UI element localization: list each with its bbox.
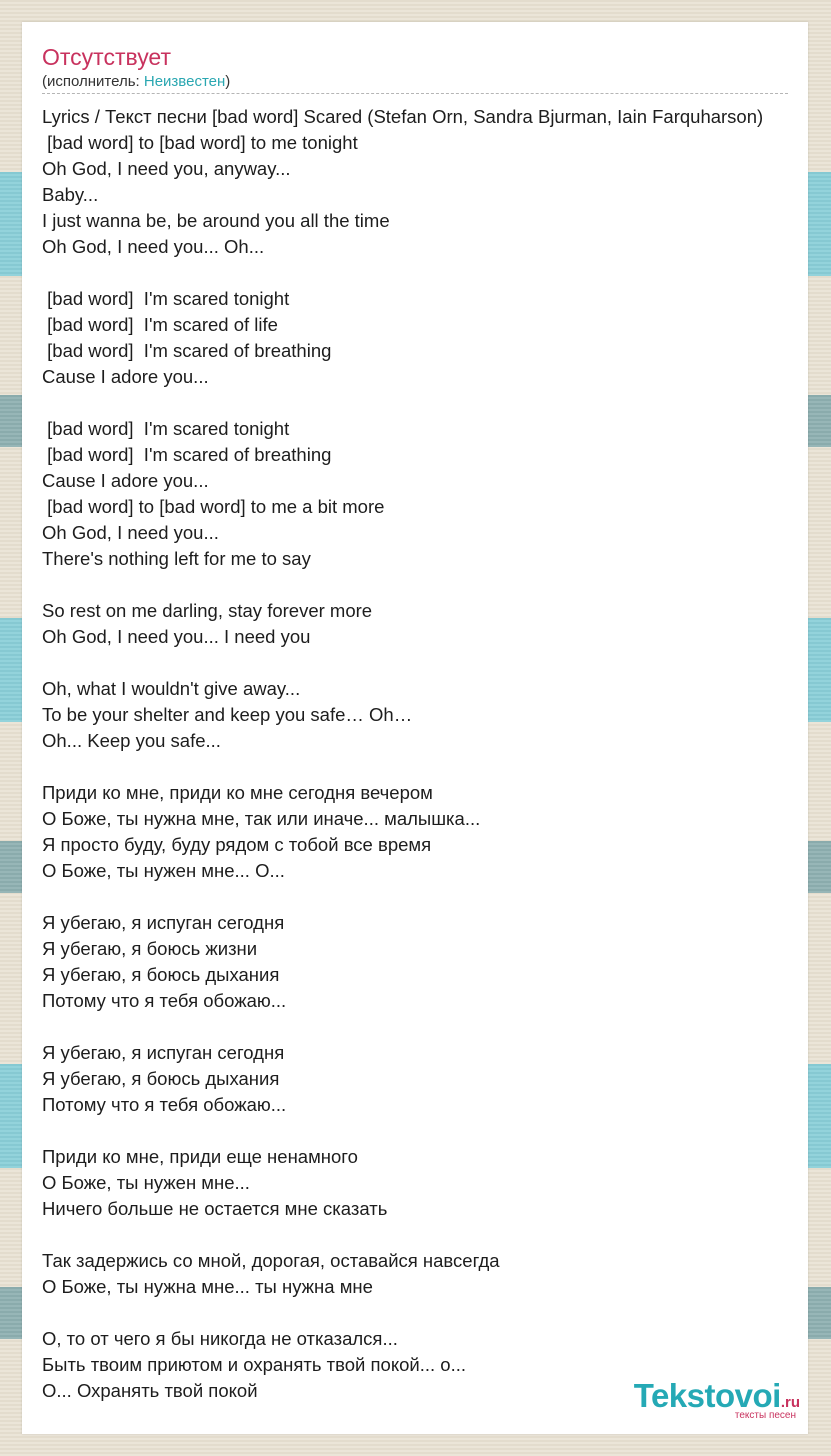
- lyric-line: Oh God, I need you... I need you: [42, 626, 311, 647]
- lyric-line: [bad word] I'm scared tonight: [42, 418, 290, 439]
- lyric-line: [42, 1118, 808, 1144]
- lyrics-card: [22, 22, 808, 1434]
- lyric-line: There's nothing left for me to say: [42, 548, 311, 569]
- lyric-line: [42, 1300, 808, 1326]
- lyric-line: Ничего больше не остается мне сказать: [42, 1198, 388, 1219]
- lyric-line: [bad word] to [bad word] to me a bit more: [42, 496, 385, 517]
- lyric-line: [bad word] I'm scared of breathing: [42, 340, 332, 361]
- lyric-line: Cause I adore you...: [42, 366, 209, 387]
- lyric-line: [42, 1014, 808, 1040]
- lyric-line: Потому что я тебя обожаю...: [42, 1094, 287, 1115]
- lyric-line: Oh God, I need you... Oh...: [42, 236, 265, 257]
- lyric-line: [bad word] I'm scared of breathing: [42, 444, 332, 465]
- lyric-line: So rest on me darling, stay forever more: [42, 600, 373, 621]
- lyric-line: [42, 884, 808, 910]
- lyric-line: Быть твоим приютом и охранять твой покой... о...: [42, 1354, 467, 1375]
- site-logo[interactable]: [634, 1379, 800, 1420]
- lyric-line: Я просто буду, буду рядом с тобой все время: [42, 834, 432, 855]
- lyric-line: Я убегаю, я боюсь дыхания: [42, 1068, 280, 1089]
- lyric-line: To be your shelter and keep you safe… Oh…: [42, 704, 413, 725]
- lyric-line: О... Охранять твой покой: [42, 1380, 258, 1401]
- lyric-line: Я убегаю, я испуган сегодня: [42, 912, 285, 933]
- lyric-line: Приди ко мне, приди еще ненамного: [42, 1146, 358, 1167]
- lyric-line: [42, 572, 808, 598]
- lyric-line: Я убегаю, я боюсь дыхания: [42, 964, 280, 985]
- lyric-line: [42, 754, 808, 780]
- lyric-line: [42, 390, 808, 416]
- song-title: Отсутствует: [42, 44, 171, 70]
- lyric-line: Oh, what I wouldn't give away...: [42, 678, 301, 699]
- artist-line: [42, 73, 230, 90]
- title-divider: [42, 93, 788, 94]
- lyric-line: О, то от чего я бы никогда не отказался...: [42, 1328, 398, 1349]
- lyric-line: Cause I adore you...: [42, 470, 209, 491]
- logo-tld: .ru: [780, 1394, 800, 1411]
- lyric-line: [bad word] I'm scared tonight: [42, 288, 290, 309]
- lyric-line: Oh God, I need you, anyway...: [42, 158, 291, 179]
- lyric-line: О Боже, ты нужен мне...: [42, 1172, 250, 1193]
- lyric-line: Я убегаю, я боюсь жизни: [42, 938, 258, 959]
- logo-name: Tekstovoi: [633, 1377, 781, 1414]
- artist-suffix: ): [225, 73, 231, 90]
- lyrics-text: [42, 104, 808, 1404]
- lyric-line: [bad word] I'm scared of life: [42, 314, 278, 335]
- lyric-line: [bad word] to [bad word] to me tonight: [42, 132, 358, 153]
- lyric-line: Потому что я тебя обожаю...: [42, 990, 287, 1011]
- lyric-line: Так задержись со мной, дорогая, оставайся навсегда: [42, 1250, 500, 1271]
- lyric-line: Baby...: [42, 184, 99, 205]
- lyric-line: [42, 650, 808, 676]
- lyric-line: Lyrics / Текст песни [bad word] Scared (Stefan Orn, Sandra Bjurman, Iain Farquharson): [42, 106, 764, 127]
- lyric-line: I just wanna be, be around you all the time: [42, 210, 390, 231]
- lyric-line: Я убегаю, я испуган сегодня: [42, 1042, 285, 1063]
- artist-link[interactable]: Неизвестен: [143, 73, 226, 90]
- lyric-line: О Боже, ты нужен мне... О...: [42, 860, 285, 881]
- lyric-line: О Боже, ты нужна мне, так или иначе... малышка...: [42, 808, 481, 829]
- lyric-line: О Боже, ты нужна мне... ты нужна мне: [42, 1276, 373, 1297]
- lyric-line: Приди ко мне, приди ко мне сегодня вечером: [42, 782, 433, 803]
- lyric-line: Oh God, I need you...: [42, 522, 219, 543]
- lyric-line: [42, 260, 808, 286]
- artist-prefix: (исполнитель:: [42, 73, 144, 90]
- logo-tagline: тексты песен: [734, 1410, 796, 1421]
- lyric-line: Oh... Keep you safe...: [42, 730, 221, 751]
- lyric-line: [42, 1222, 808, 1248]
